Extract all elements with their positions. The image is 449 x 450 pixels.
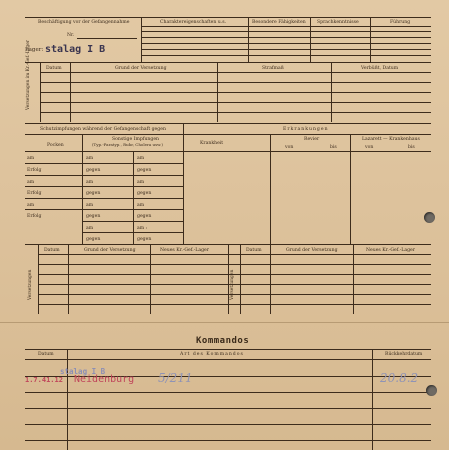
kommandos-header-type: Art des Kommandos [180, 352, 244, 357]
kommandos-header-date: Datum [38, 352, 54, 357]
vacc-mid-7: gegen [86, 237, 101, 242]
vacc-left-4: am [27, 203, 35, 208]
transfers-header-served: Verbüßt, Datum [361, 66, 399, 71]
kommandos-handwriting: 5/211 [158, 371, 193, 385]
illness-title: Erkrankungen [283, 127, 329, 132]
moves-left-header-date: Datum [44, 248, 60, 253]
character-label: Charaktereigenschaften u.s. [160, 20, 227, 25]
vacc-right-5: gegen [137, 214, 152, 219]
vacc-mid-4: am [86, 203, 94, 208]
vaccination-title: Schutzimpfungen während der Gefangenschaft gegen [40, 127, 166, 132]
vacc-left-0: am [27, 156, 35, 161]
vacc-mid-3: gegen [86, 191, 101, 196]
moves-right-header-reason: Grund der Versetzung [286, 248, 338, 253]
vacc-mid-6: am [86, 226, 94, 231]
vacc-left-2: am [27, 180, 35, 185]
illness-revier: Revier [304, 137, 320, 142]
illness-lazarett-bis: bis [408, 145, 415, 150]
moves-side-label-left: Versetzungen [28, 269, 33, 300]
languages-label: Sprachkenntnisse [317, 20, 359, 25]
transfers-header-reason: Grund der Versetzung [115, 66, 167, 71]
illness-lazarett: Lazarett — Krankenhaus [362, 137, 420, 142]
kommandos-header-return: Rückkehrdatum [385, 352, 423, 357]
kommandos-stamp-top: stalag I B [60, 367, 106, 376]
fold-line [0, 322, 449, 323]
moves-side-label-right: Versetzungen [230, 269, 235, 300]
transfers-side-label: Versetzungen im Kr.-Gef.-Lager [26, 40, 31, 110]
vacc-right-7: gegen [137, 237, 152, 242]
moves-right-header-date: Datum [246, 248, 262, 253]
vacc-right-3: gegen [137, 191, 152, 196]
leadership-label: Führung [390, 20, 411, 25]
sonstige-label: Sonstige Impfungen [112, 137, 160, 142]
kommandos-date-stamp: 1.7.41.12 [25, 376, 63, 384]
vacc-right-2: am [137, 180, 145, 185]
kommandos-title: Kommandos [196, 336, 250, 346]
punch-hole-upper [424, 212, 435, 223]
vacc-mid-0: am [86, 156, 94, 161]
nr-label: Nr. [67, 33, 75, 38]
illness-revier-bis: bis [330, 145, 337, 150]
punch-hole-lower [426, 385, 437, 396]
illness-lazarett-von: von [365, 145, 374, 150]
transfers-header-date: Datum [46, 66, 62, 71]
lager-label: Lager: [25, 47, 44, 53]
vacc-mid-2: am [86, 180, 94, 185]
kommandos-return-value: 20.8.2 [380, 371, 419, 385]
employer-label: Beschäftigung vor der Gefangennahme [38, 20, 130, 25]
illness-krankheit: Krankheit [200, 141, 224, 146]
vacc-left-3: Erfolg [27, 191, 42, 196]
pocken-label: Pocken [47, 143, 64, 148]
vacc-mid-5: gegen [86, 214, 101, 219]
illness-revier-von: von [285, 145, 294, 150]
lager-stamp: stalag I B [45, 44, 106, 55]
vacc-left-5: Erfolg [27, 214, 42, 219]
vacc-right-4: am [137, 203, 145, 208]
vacc-right-0: am [137, 156, 145, 161]
vacc-right-1: gegen [137, 168, 152, 173]
special-skills-label: Besondere Fähigkeiten [252, 20, 306, 25]
sonstige-sublabel: (Typ.-Paratyp., Ruhr, Cholera usw.) [92, 142, 163, 147]
vacc-mid-1: gegen [86, 168, 101, 173]
moves-right-header-camp: Neues Kr.-Gef.-Lager [366, 248, 415, 253]
moves-left-header-camp: Neues Kr.-Gef.-Lager [160, 248, 209, 253]
vacc-right-6: am : [137, 226, 148, 231]
transfers-header-penalty: Strafmaß [262, 66, 284, 71]
nr-line [77, 38, 137, 39]
kommandos-place-stamp: Neidenburg [74, 374, 135, 385]
vacc-left-1: Erfolg [27, 168, 42, 173]
moves-left-header-reason: Grund der Versetzung [84, 248, 136, 253]
